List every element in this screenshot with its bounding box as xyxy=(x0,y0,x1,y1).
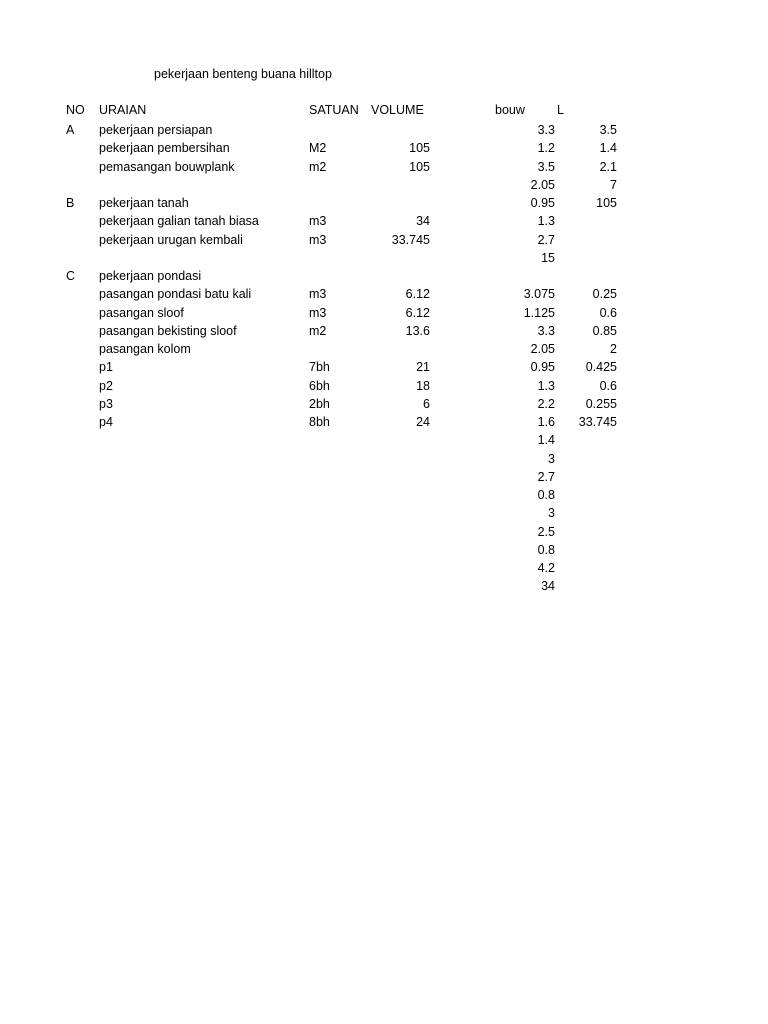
table-row xyxy=(0,559,768,577)
description-cell: pekerjaan pondasi xyxy=(99,269,202,283)
table-row xyxy=(0,304,768,322)
volume-cell: 105 xyxy=(409,159,430,174)
table-row xyxy=(0,504,768,522)
table-row xyxy=(0,450,768,468)
description-cell: pasangan pondasi batu kali xyxy=(99,287,252,302)
volume-cell: 6.12 xyxy=(405,305,430,320)
bouw-cell: 3.3 xyxy=(537,123,555,137)
table-row xyxy=(0,340,768,358)
l-cell: 105 xyxy=(596,196,617,210)
l-cell: 0.85 xyxy=(592,323,617,338)
table-row xyxy=(0,249,768,267)
unit-cell: 7bh xyxy=(309,360,330,375)
header-volume: VOLUME xyxy=(371,103,424,117)
table-row xyxy=(0,176,768,194)
bouw-cell: 0.8 xyxy=(537,542,555,557)
description-cell: p2 xyxy=(99,378,113,393)
description-cell: pekerjaan tanah xyxy=(99,196,189,210)
l-cell: 1.4 xyxy=(599,141,617,156)
bouw-cell: 1.4 xyxy=(537,433,555,448)
bouw-cell: 0.8 xyxy=(537,488,555,502)
volume-cell: 6.12 xyxy=(405,287,430,302)
unit-cell: m2 xyxy=(309,323,327,338)
unit-cell: 6bh xyxy=(309,378,330,393)
bouw-cell: 15 xyxy=(541,250,555,265)
l-cell: 0.425 xyxy=(585,360,617,375)
bouw-cell: 0.95 xyxy=(530,196,555,210)
l-cell: 0.25 xyxy=(592,287,617,302)
table-row xyxy=(0,541,768,559)
description-cell: pemasangan bouwplank xyxy=(99,159,235,174)
l-cell: 2.1 xyxy=(599,159,617,174)
l-cell: 3.5 xyxy=(599,123,617,137)
bouw-cell: 3.075 xyxy=(523,287,555,302)
bouw-cell: 2.5 xyxy=(537,524,555,539)
table-row xyxy=(0,231,768,249)
table-row xyxy=(0,468,768,486)
l-cell: 0.255 xyxy=(585,396,617,411)
table-row xyxy=(0,523,768,541)
unit-cell: M2 xyxy=(309,141,327,156)
row-number-cell: C xyxy=(66,269,76,283)
table-row xyxy=(0,377,768,395)
table-row xyxy=(0,322,768,340)
bouw-cell: 4.2 xyxy=(537,561,555,575)
volume-cell: 33.745 xyxy=(391,232,430,247)
unit-cell: m2 xyxy=(309,159,327,174)
bouw-cell: 1.6 xyxy=(537,415,555,429)
l-cell: 0.6 xyxy=(599,378,617,393)
header-uraian: URAIAN xyxy=(99,103,147,117)
description-cell: p1 xyxy=(99,360,113,375)
bouw-cell: 0.95 xyxy=(530,360,555,375)
table-row xyxy=(0,267,768,285)
l-cell: 33.745 xyxy=(578,415,617,429)
table-row xyxy=(0,358,768,376)
table-row xyxy=(0,194,768,212)
bouw-cell: 1.3 xyxy=(537,378,555,393)
description-cell: pasangan sloof xyxy=(99,305,184,320)
header-satuan: SATUAN xyxy=(309,103,359,117)
table-row xyxy=(0,413,768,431)
header-l: L xyxy=(557,103,564,117)
bouw-cell: 1.2 xyxy=(537,141,555,156)
bouw-cell: 1.125 xyxy=(523,305,555,320)
description-cell: pasangan bekisting sloof xyxy=(99,323,237,338)
l-cell: 7 xyxy=(610,177,617,192)
description-cell: pekerjaan persiapan xyxy=(99,123,213,137)
description-cell: p3 xyxy=(99,396,113,411)
description-cell: pekerjaan galian tanah biasa xyxy=(99,214,259,229)
bouw-cell: 3 xyxy=(548,506,555,521)
header-bouw: bouw xyxy=(495,103,525,117)
table-row xyxy=(0,121,768,139)
unit-cell: 2bh xyxy=(309,396,330,411)
description-cell: p4 xyxy=(99,415,113,429)
bouw-cell: 3.5 xyxy=(537,159,555,174)
volume-cell: 105 xyxy=(409,141,430,156)
table-row xyxy=(0,139,768,157)
table-row xyxy=(0,158,768,176)
unit-cell: m3 xyxy=(309,287,327,302)
unit-cell: m3 xyxy=(309,305,327,320)
l-cell: 2 xyxy=(610,342,617,356)
bouw-cell: 2.7 xyxy=(537,469,555,484)
table-row xyxy=(0,577,768,595)
table-row xyxy=(0,486,768,504)
table-row xyxy=(0,285,768,303)
bouw-cell: 2.2 xyxy=(537,396,555,411)
unit-cell: m3 xyxy=(309,214,327,229)
volume-cell: 34 xyxy=(416,214,430,229)
bouw-cell: 3 xyxy=(548,451,555,466)
row-number-cell: A xyxy=(66,123,75,137)
volume-cell: 13.6 xyxy=(405,323,430,338)
volume-cell: 21 xyxy=(416,360,430,375)
volume-cell: 24 xyxy=(416,415,430,429)
bouw-cell: 2.05 xyxy=(530,342,555,356)
header-no: NO xyxy=(66,103,85,117)
table-row xyxy=(0,212,768,230)
table-row xyxy=(0,431,768,449)
volume-cell: 18 xyxy=(416,378,430,393)
l-cell: 0.6 xyxy=(599,305,617,320)
bouw-cell: 2.7 xyxy=(537,232,555,247)
row-number-cell: B xyxy=(66,196,75,210)
volume-cell: 6 xyxy=(423,396,430,411)
description-cell: pasangan kolom xyxy=(99,342,191,356)
table-row xyxy=(0,395,768,413)
bouw-cell: 3.3 xyxy=(537,323,555,338)
description-cell: pekerjaan pembersihan xyxy=(99,141,230,156)
description-cell: pekerjaan urugan kembali xyxy=(99,232,243,247)
bouw-cell: 2.05 xyxy=(530,177,555,192)
bouw-cell: 1.3 xyxy=(537,214,555,229)
unit-cell: m3 xyxy=(309,232,327,247)
unit-cell: 8bh xyxy=(309,415,330,429)
bouw-cell: 34 xyxy=(541,579,555,594)
document-title: pekerjaan benteng buana hilltop xyxy=(154,67,332,81)
